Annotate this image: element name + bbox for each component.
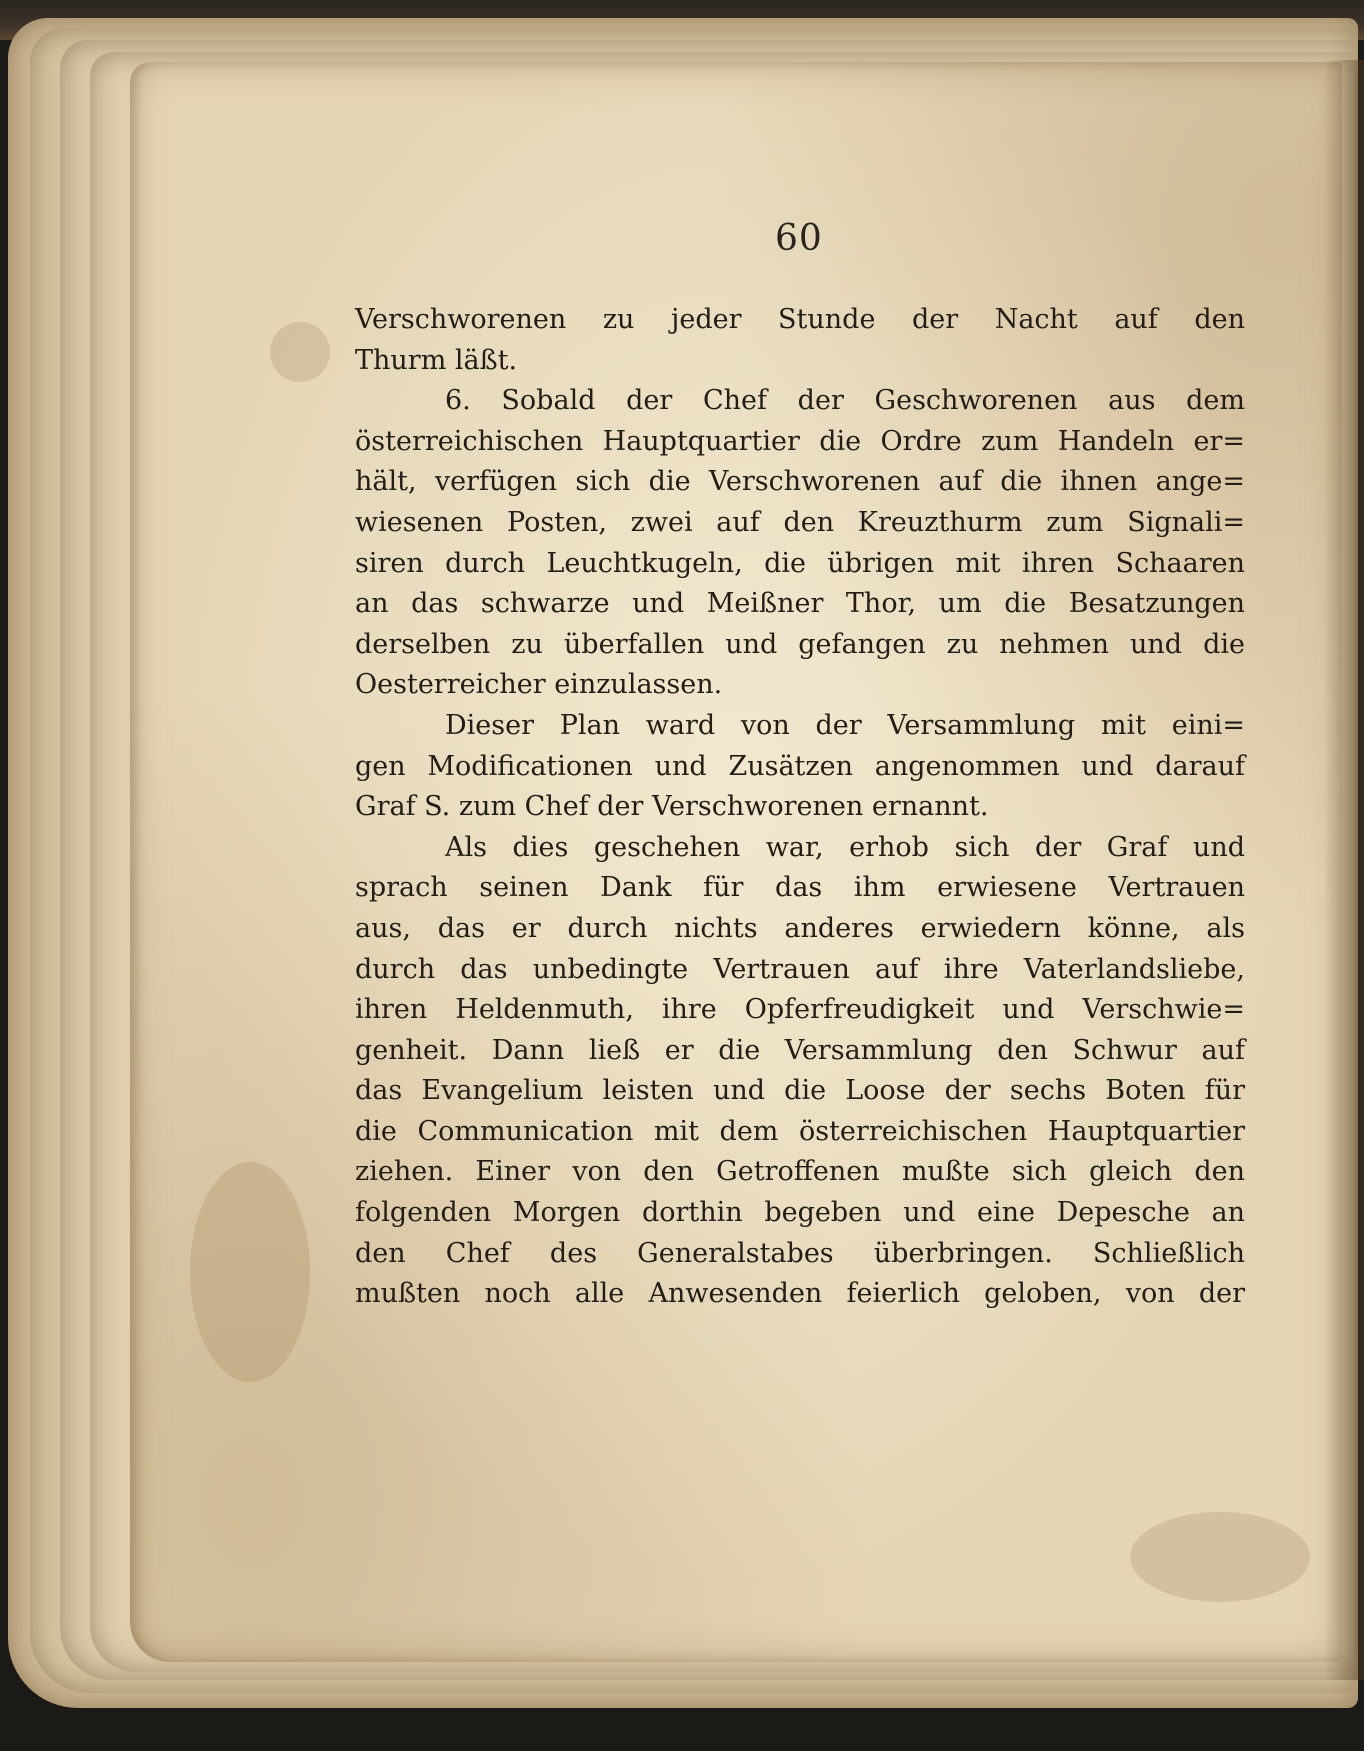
- body-text: [355, 300, 1245, 1315]
- text-line: Graf S. zum Chef der Verschworenen ernannt.: [355, 791, 989, 823]
- text-line: ihren Heldenmuth, ihre Opferfreudigkeit und Verschwie=: [355, 994, 1245, 1026]
- text-line: an das schwarze und Meißner Thor, um die Besatzungen: [355, 588, 1245, 620]
- text-line: wiesenen Posten, zwei auf den Kreuzthurm zum Signali=: [355, 506, 1245, 538]
- text-line: derselben zu überfallen und gefangen zu nehmen und die: [355, 628, 1245, 660]
- text-line: durch das unbedingte Vertrauen auf ihre Vaterlandsliebe,: [355, 953, 1245, 985]
- paper-stain: [190, 1162, 310, 1382]
- text-line: 6. Sobald der Chef der Geschworenen aus dem: [445, 385, 1245, 417]
- text-line: sprach seinen Dank für das ihm erwiesene Vertrauen: [355, 872, 1245, 904]
- page-number: 60: [775, 218, 823, 259]
- text-line: Dieser Plan ward von der Versammlung mit eini=: [445, 709, 1245, 741]
- text-line: hält, verfügen sich die Verschworenen auf die ihnen ange=: [355, 466, 1245, 498]
- text-line: Oesterreicher einzulassen.: [355, 669, 723, 701]
- text-line: aus, das er durch nichts anderes erwiedern könne, als: [355, 912, 1245, 944]
- text-line: genheit. Dann ließ er die Versammlung den Schwur auf: [355, 1034, 1245, 1066]
- text-line: den Chef des Generalstabes überbringen. Schließlich: [355, 1237, 1245, 1269]
- text-line: Als dies geschehen war, erhob sich der Graf und: [445, 831, 1245, 863]
- text-line: Thurm läßt.: [355, 344, 518, 376]
- page-gutter-shadow: [1324, 60, 1364, 1680]
- paper-stain: [1130, 1512, 1310, 1602]
- text-line: mußten noch alle Anwesenden feierlich geloben, von der: [355, 1278, 1245, 1310]
- text-line: die Communication mit dem österreichischen Hauptquartier: [355, 1115, 1245, 1147]
- text-line: gen Modificationen und Zusätzen angenommen und darauf: [355, 750, 1245, 782]
- text-line: ziehen. Einer von den Getroffenen mußte sich gleich den: [355, 1156, 1245, 1188]
- paper-stain: [270, 322, 330, 382]
- text-line: das Evangelium leisten und die Loose der sechs Boten für: [355, 1075, 1245, 1107]
- text-line: österreichischen Hauptquartier die Ordre zum Handeln er=: [355, 425, 1245, 457]
- text-line: folgenden Morgen dorthin begeben und eine Depesche an: [355, 1197, 1245, 1229]
- text-line: Verschworenen zu jeder Stunde der Nacht auf den: [355, 304, 1245, 335]
- text-line: siren durch Leuchtkugeln, die übrigen mit ihren Schaaren: [355, 547, 1245, 579]
